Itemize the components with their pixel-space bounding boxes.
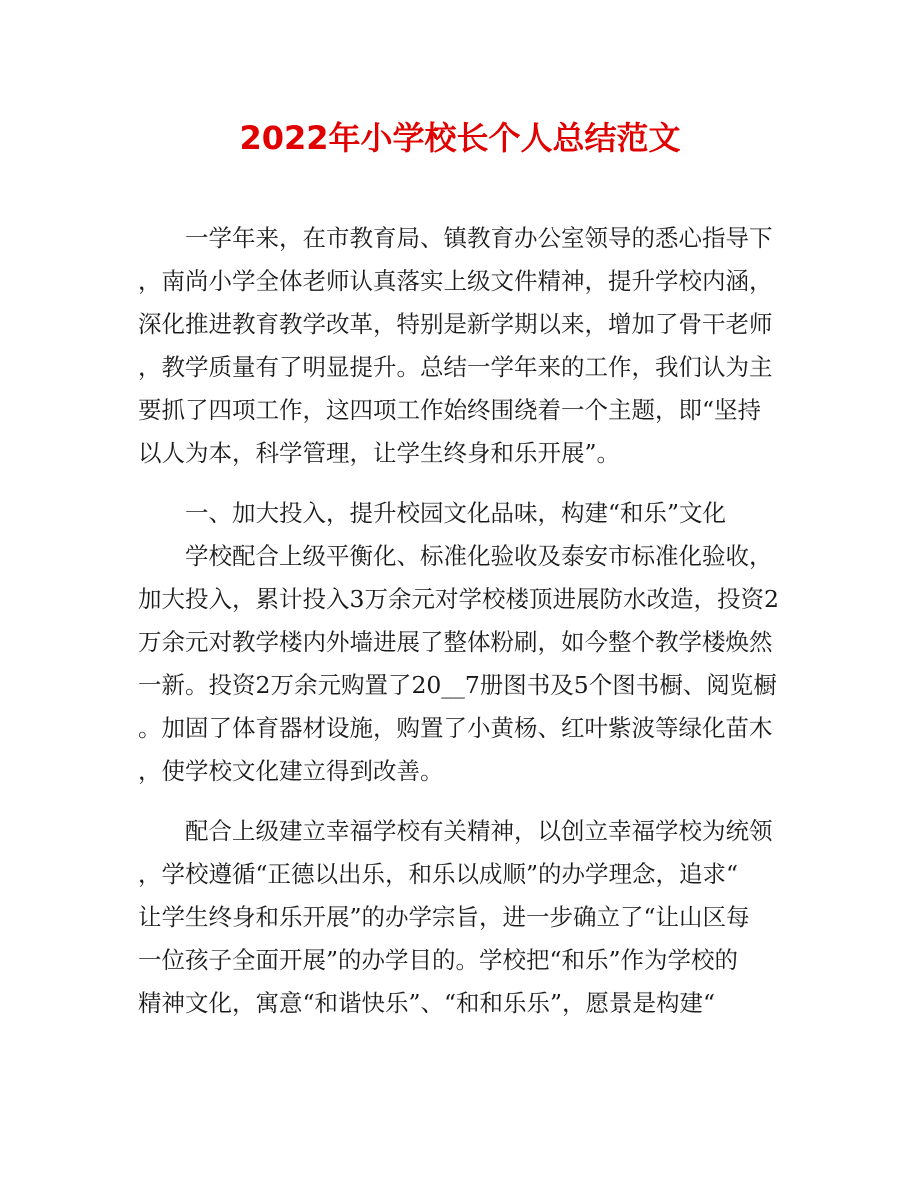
body-text-line: 万余元对教学楼内外墙进展了整体粉刷，如今整个教学楼焕然: [138, 628, 773, 656]
body-text-line: 加大投入，累计投入3万余元对学校楼顶进展防水改造，投资2: [138, 585, 779, 613]
body-text-line: ，学校遵循“正德以出乐，和乐以成顺”的办学理念，追求“: [138, 860, 739, 888]
body-text-line: 精神文化，寓意“和谐快乐”、“和和乐乐”，愿景是构建“: [138, 989, 716, 1017]
body-text-line: ，教学质量有了明显提升。总结一学年来的工作，我们认为主: [138, 353, 773, 381]
document-title: 2022年小学校长个人总结范文: [239, 119, 681, 157]
body-text-line: 。加固了体育器材设施，购置了小黄杨、红叶紫波等绿化苗木: [138, 714, 773, 742]
body-text-line: 一新。投资2万余元购置了20__7册图书及5个图书橱、阅览橱: [138, 671, 777, 699]
body-text-line: 一学年来，在市教育局、镇教育办公室领导的悉心指导下: [138, 224, 773, 252]
body-text-line: 一位孩子全面开展”的办学目的。学校把“和乐”作为学校的: [138, 946, 739, 974]
section-heading-line: 一、加大投入，提升校园文化品味，构建“和乐”文化: [138, 499, 727, 527]
body-text-line: 以人为本，科学管理，让学生终身和乐开展”。: [138, 439, 621, 467]
body-text-line: ，南尚小学全体老师认真落实上级文件精神，提升学校内涵，: [138, 267, 773, 295]
body-text-line: 配合上级建立幸福学校有关精神，以创立幸福学校为统领: [138, 817, 773, 845]
body-text-line: 深化推进教育教学改革，特别是新学期以来，增加了骨干老师: [138, 310, 773, 338]
body-text-line: 要抓了四项工作，这四项工作始终围绕着一个主题，即“坚持: [138, 396, 762, 424]
body-text-line: ，使学校文化建立得到改善。: [138, 757, 444, 785]
body-text-line: 让学生终身和乐开展”的办学宗旨，进一步确立了“让山区每: [138, 903, 750, 931]
body-text-line: 学校配合上级平衡化、标准化验收及泰安市标准化验收，: [138, 542, 773, 570]
